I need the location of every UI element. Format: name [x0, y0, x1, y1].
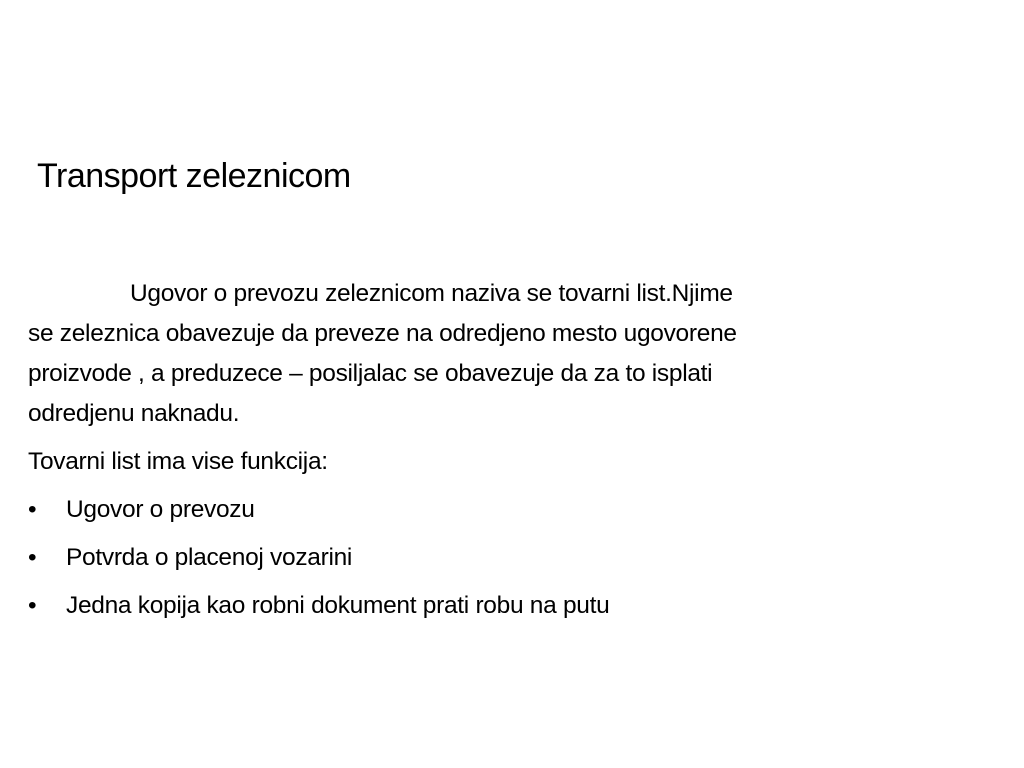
slide-title: Transport zeleznicom	[37, 157, 351, 195]
functions-list	[28, 490, 758, 626]
list-item	[28, 586, 758, 626]
bullet-icon: •	[28, 496, 37, 523]
slide-body	[28, 274, 758, 626]
list-item	[28, 538, 758, 578]
intro-paragraph: Ugovor o prevozu zeleznicom naziva se tovarni list.Njime se zeleznica obavezuje da preveze na odredjeno mesto ugovorene proizvode , a preduzece – posiljalac se obavezuje da za to isplati odredjenu naknadu.	[28, 280, 737, 427]
functions-lead: Tovarni list ima vise funkcija:	[28, 448, 328, 475]
bullet-icon: •	[28, 592, 37, 619]
list-item-text: Jedna kopija kao robni dokument prati robu na putu	[66, 592, 610, 619]
bullet-icon: •	[28, 544, 37, 571]
list-item	[28, 490, 758, 530]
list-item-text: Potvrda o placenoj vozarini	[66, 544, 353, 571]
list-item-text: Ugovor o prevozu	[66, 496, 255, 523]
